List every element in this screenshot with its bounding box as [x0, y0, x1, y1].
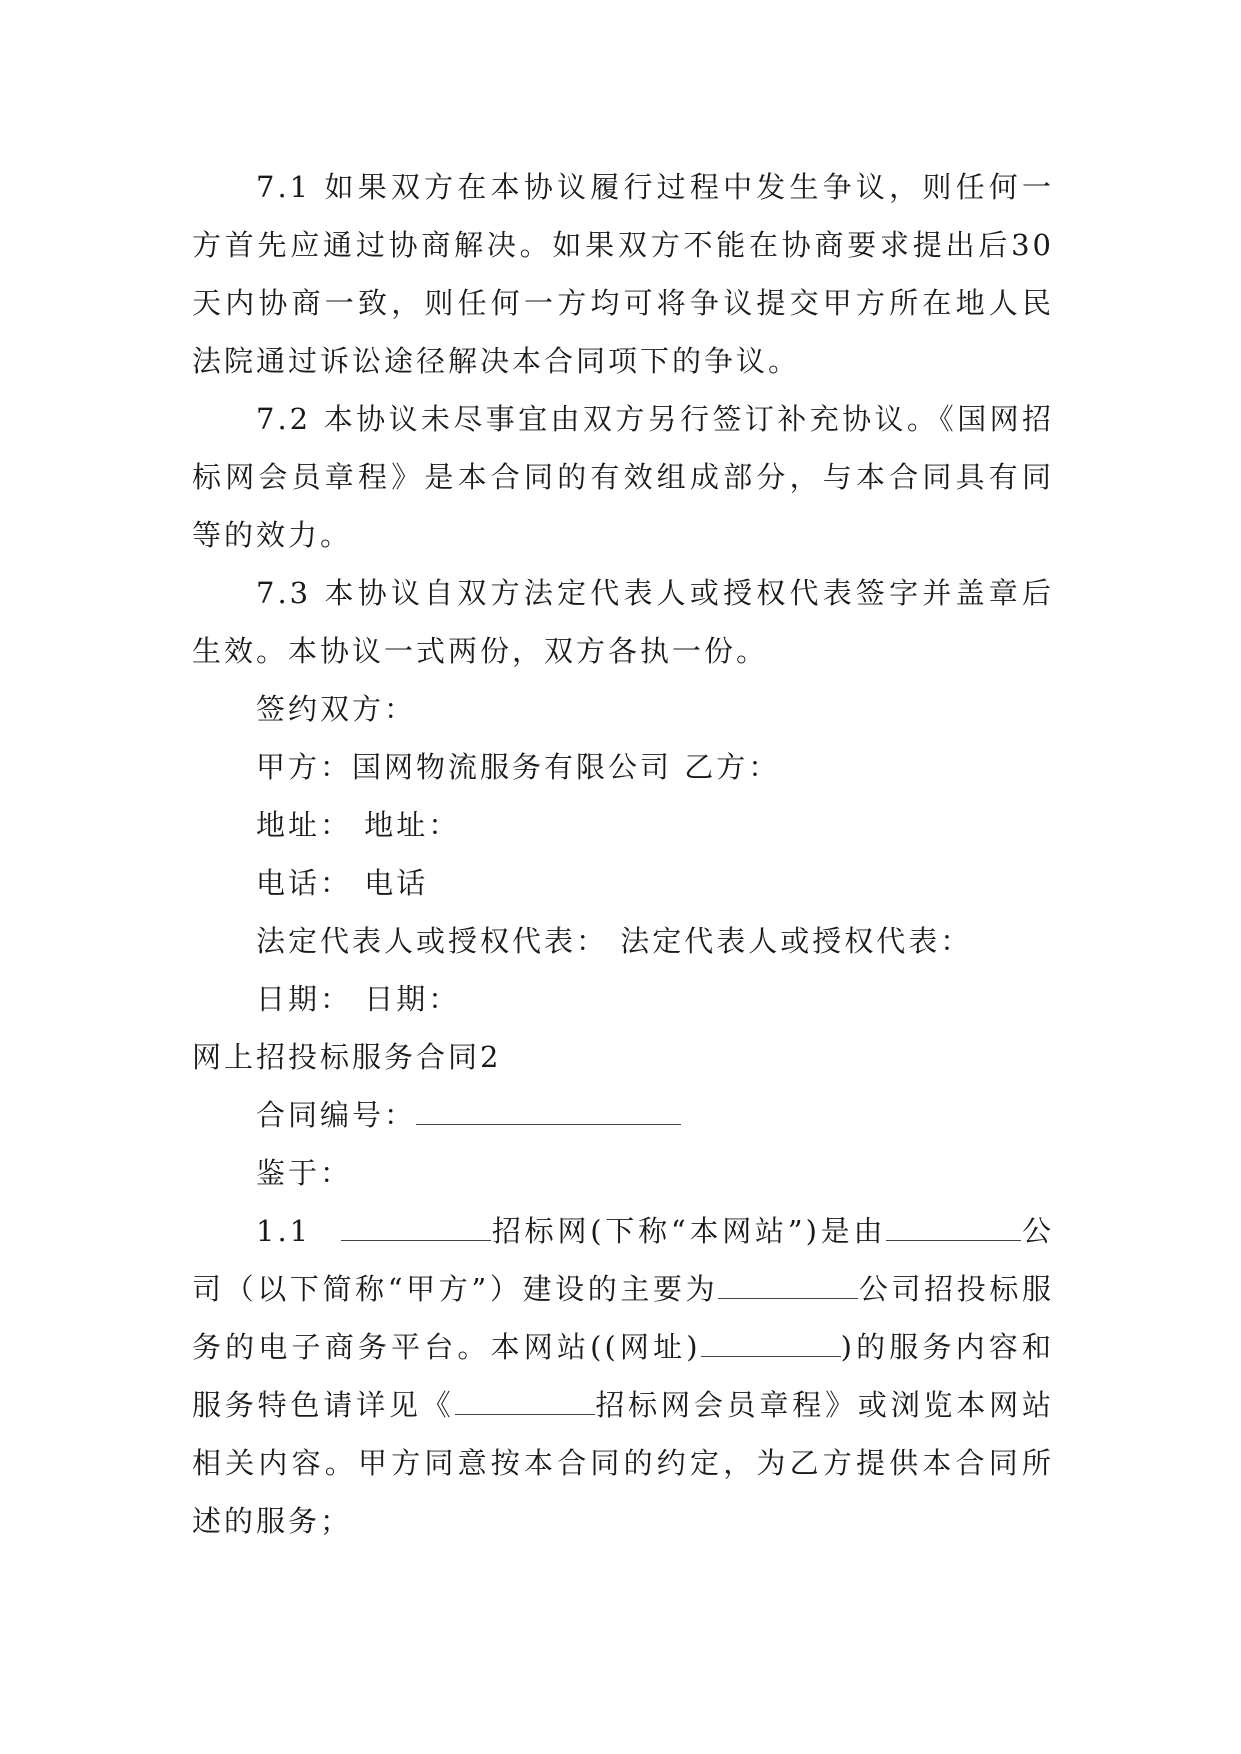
clause-1-1-number: 1.1	[256, 1214, 312, 1248]
phone-line: 电话： 电话	[256, 866, 429, 900]
website-name-blank-2	[455, 1386, 595, 1415]
contract-number-label: 合同编号：	[256, 1098, 417, 1132]
clause-1-1	[192, 1202, 1054, 1550]
contract-number-line	[192, 1086, 1054, 1144]
representative-line: 法定代表人或授权代表： 法定代表人或授权代表：	[256, 924, 973, 958]
company-blank-2	[718, 1270, 858, 1299]
signing-parties: 签约双方：	[256, 692, 417, 726]
clause-1-1-text-2: 公司（以下简称“甲方”）建设的主要为	[192, 1214, 1054, 1306]
clause-1-1-text-4: )的服务内容和服务特色请详见《	[192, 1330, 1054, 1422]
clause-7-1: 7.1 如果双方在本协议履行过程中发生争议，则任何一方首先应通过协商解决。如果双方不能在协商要求提出后30天内协商一致，则任何一方均可将争议提交甲方所在地人民法院通过诉讼途径解决本合同项下的争议。	[192, 170, 1054, 378]
date-line: 日期： 日期：	[256, 982, 461, 1016]
document-body	[192, 158, 1054, 1550]
clause-1-1-text-3: 公司招投标服务的电子商务平台。本网站((网址)	[192, 1272, 1054, 1364]
clause-7-2: 7.2 本协议未尽事宜由双方另行签订补充协议。《国网招标网会员章程》是本合同的有效组成部分，与本合同具有同等的效力。	[192, 402, 1054, 552]
clause-7-3: 7.3 本协议自双方法定代表人或授权代表签字并盖章后生效。本协议一式两份，双方各执一份。	[192, 576, 1054, 668]
whereas-line: 鉴于：	[256, 1156, 353, 1190]
section-title: 网上招投标服务合同2	[192, 1040, 502, 1074]
clause-1-1-text-1: 招标网(下称“本网站”)是由	[491, 1214, 887, 1248]
party-a-line: 甲方：国网物流服务有限公司 乙方：	[256, 750, 781, 784]
contract-number-blank	[416, 1096, 681, 1125]
website-name-blank	[341, 1212, 491, 1241]
url-blank	[701, 1328, 841, 1357]
company-blank-1	[886, 1212, 1021, 1241]
clause-1-1-text-5: 招标网会员章程》或浏览本网站相关内容。甲方同意按本合同的约定，为乙方提供本合同所述的服务；	[192, 1388, 1054, 1538]
address-line: 地址： 地址：	[256, 808, 461, 842]
